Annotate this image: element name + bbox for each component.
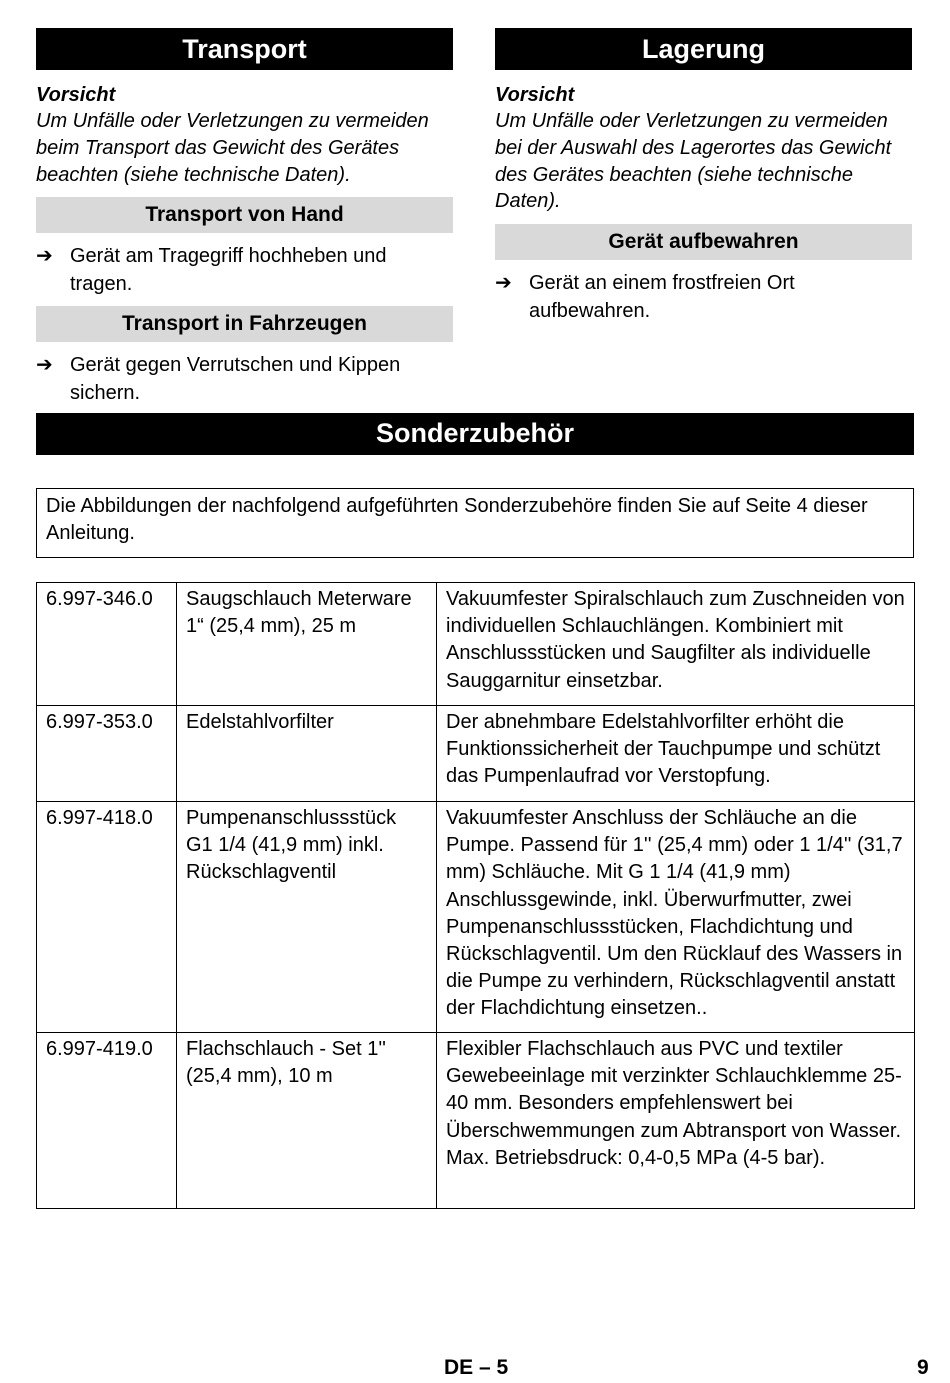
accessory-name-cell: Saugschlauch Meterware 1“ (25,4 mm), 25 m xyxy=(177,583,437,706)
arrow-right-icon: ➔ xyxy=(36,354,53,377)
storage-title: Lagerung xyxy=(495,28,912,70)
storage-caution-text: Um Unfälle oder Verletzungen zu vermeiden bei der Auswahl des Lagerortes das Gewicht des Gerätes beachten (siehe technische Daten). xyxy=(495,110,892,213)
step-text: Gerät am Tragegriff hochheben und tragen. xyxy=(70,245,387,295)
step-text: Gerät gegen Verrutschen und Kippen sichern. xyxy=(70,354,401,404)
accessories-title: Sonderzubehör xyxy=(36,413,914,455)
transport-title: Transport xyxy=(36,28,453,70)
storage-keep-step xyxy=(495,270,912,325)
page-number: 9 xyxy=(917,1356,929,1379)
transport-column xyxy=(36,28,453,407)
page-label: DE – 5 xyxy=(444,1356,509,1379)
transport-caution-title: Vorsicht xyxy=(36,84,116,106)
storage-column xyxy=(495,28,912,325)
accessory-name-cell: Pumpenanschlussstück G1 1/4 (41,9 mm) inkl. Rückschlagventil xyxy=(177,802,437,1033)
table-row xyxy=(37,583,915,706)
accessory-name-cell: Flachschlauch - Set 1'' (25,4 mm), 10 m xyxy=(177,1033,437,1209)
table-row xyxy=(37,802,915,1033)
transport-by-hand-step xyxy=(36,243,453,298)
accessory-description-cell: Der abnehmbare Edelstahlvorfilter erhöht die Funktionssicherheit der Tauchpumpe und schützt das Pumpenlaufrad vor Verstopfung. xyxy=(437,706,915,802)
part-number-cell: 6.997-418.0 xyxy=(37,802,177,1033)
table-row xyxy=(37,1033,915,1209)
accessory-description-cell: Vakuumfester Anschluss der Schläuche an die Pumpe. Passend für 1'' (25,4 mm) oder 1 1/4'' (31,7 mm) Schläuche. Mit G 1 1/4 (41,9 mm) Anschlussgewinde, inkl. Überwurfmutter, zwei Pumpenanschlussstücken, Flachdichtung und Rückschlagventil. Um den Rücklauf des Wassers in die Pumpe zu verhindern, Rückschlagventil anstatt der Flachdichtung einsetzen.. xyxy=(437,802,915,1033)
part-number-cell: 6.997-419.0 xyxy=(37,1033,177,1209)
transport-caution-text: Um Unfälle oder Verletzungen zu vermeiden beim Transport das Gewicht des Gerätes beachten (siehe technische Daten). xyxy=(36,110,429,186)
accessories-table xyxy=(36,582,915,1209)
accessory-description-cell: Flexibler Flachschlauch aus PVC und textiler Gewebeeinlage mit verzinkter Schlauchklemme 25-40 mm. Besonders empfehlenswert bei Überschwemmungen zum Abtransport von Wasser. Max. Betriebsdruck: 0,4-0,5 MPa (4-5 bar). xyxy=(437,1033,915,1209)
arrow-right-icon: ➔ xyxy=(36,245,53,268)
storage-caution-title: Vorsicht xyxy=(495,84,575,106)
part-number-cell: 6.997-353.0 xyxy=(37,706,177,802)
part-number-cell: 6.997-346.0 xyxy=(37,583,177,706)
step-text: Gerät an einem frostfreien Ort aufbewahren. xyxy=(529,272,795,322)
table-row xyxy=(37,706,915,802)
accessory-name-cell: Edelstahlvorfilter xyxy=(177,706,437,802)
accessories-intro: Die Abbildungen der nachfolgend aufgeführten Sonderzubehöre finden Sie auf Seite 4 dieser Anleitung. xyxy=(36,488,914,558)
accessory-description-cell: Vakuumfester Spiralschlauch zum Zuschneiden von individuellen Schlauchlängen. Kombiniert mit Anschlussstücken und Saugfilter als individuelle Sauggarnitur einsetzbar. xyxy=(437,583,915,706)
transport-by-hand-heading: Transport von Hand xyxy=(36,197,453,233)
arrow-right-icon: ➔ xyxy=(495,272,512,295)
transport-vehicle-heading: Transport in Fahrzeugen xyxy=(36,306,453,342)
transport-vehicle-step xyxy=(36,352,453,407)
storage-keep-heading: Gerät aufbewahren xyxy=(495,224,912,260)
